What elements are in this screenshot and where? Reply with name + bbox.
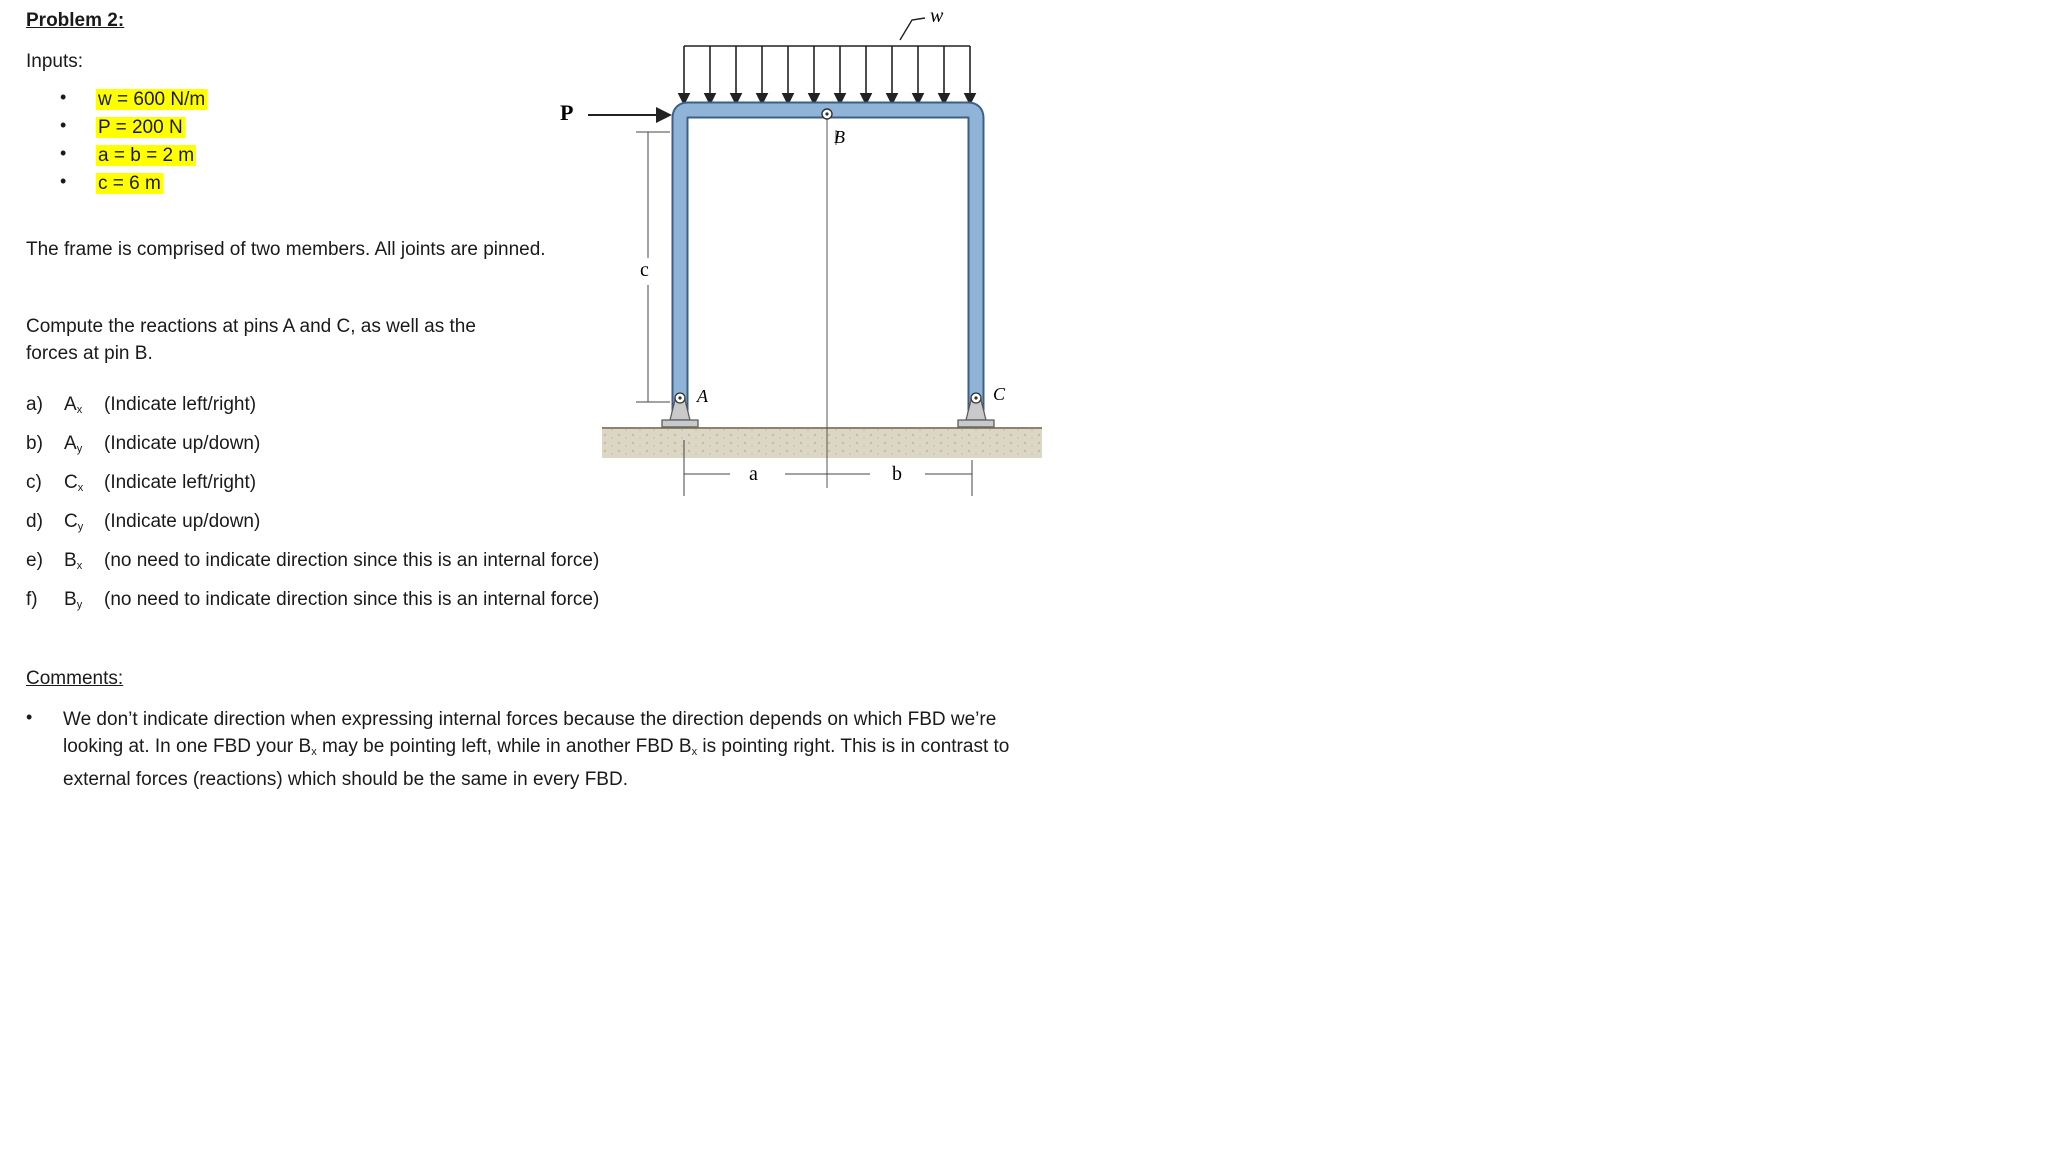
dimension-b-label: b [892,463,902,485]
dimension-c-label: c [640,259,649,281]
input-ab: a = b = 2 m [98,145,195,166]
comment-text: We don’t indicate direction when expressing internal forces because the direction depends on which FBD we’re looking at. In one FBD your $B_x$ may be pointing left, while in another FBD $B_x$ is pointing right. This is in contrast to external forces (reactions) which should be the same in every FBD. [63,709,1010,790]
load-label: w [930,5,944,27]
input-c: c = 6 m [98,173,161,194]
inputs-heading: Inputs: [26,51,84,72]
question-item: b) $A_y$ (Indicate up/down) [26,433,261,455]
comments-heading: Comments: [26,668,124,689]
dimension-a-label: a [749,463,758,485]
question-item: a) $A_x$ (Indicate left/right) [26,394,257,416]
bullet-icon: • [60,171,67,191]
description-task: Compute the reactions at pins A and C, as well as the forces at pin B. [26,316,476,364]
pin-c-support-icon [958,393,994,427]
distributed-load-arrows [684,46,970,104]
bullet-icon: • [60,87,67,107]
ground [602,428,1042,458]
frame-outline [680,110,976,420]
pin-b-label: B [834,127,845,147]
force-label: P [560,100,574,125]
pin-a-support-icon [662,393,698,427]
pin-a-label: A [697,386,708,406]
bullet-icon: • [60,115,67,135]
frame-members [680,110,976,420]
input-w: w = 600 N/m [98,89,206,110]
question-item: f) $B_y$ (no need to indicate direction since this is an internal force) [26,589,600,611]
problem-title: Problem 2: [26,10,125,31]
bullet-icon: • [26,707,33,727]
question-item: d) $C_y$ (Indicate up/down) [26,511,261,533]
load-leader-line [900,18,925,40]
input-p: P = 200 N [98,117,183,138]
pin-c-label: C [993,384,1006,404]
description-frame: The frame is comprised of two members. All joints are pinned. [26,239,546,260]
question-item: e) $B_x$ (no need to indicate direction since this is an internal force) [26,550,600,572]
question-item: c) $C_x$ (Indicate left/right) [26,472,257,494]
bullet-icon: • [60,143,67,163]
